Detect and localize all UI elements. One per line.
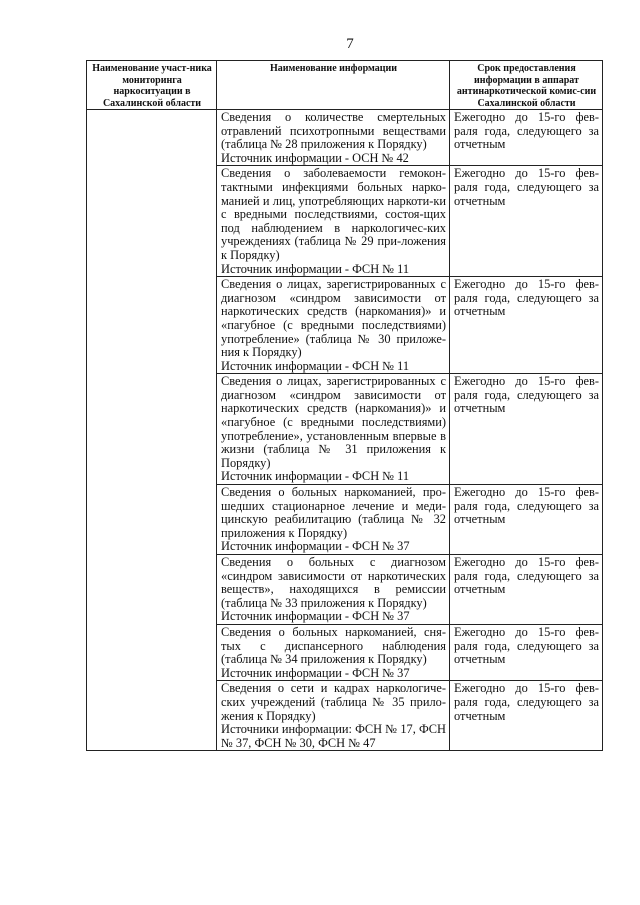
information-cell	[217, 681, 450, 751]
term-cell: Ежегодно до 15-го фев-раля года, следующего за отчетным	[450, 277, 603, 374]
header-information: Наименование информации	[217, 61, 450, 110]
information-cell	[217, 485, 450, 555]
info-source: Источник информации - ФСН № 11	[221, 261, 410, 276]
information-cell	[217, 110, 450, 166]
info-description: Сведения о больных наркоманией, сня-тых с диспансерного наблюдения (таблица № 34 приложения к Порядку)	[221, 624, 446, 667]
monitoring-table	[86, 60, 603, 751]
info-description: Сведения о сети и кадрах наркологиче-ских учреждений (таблица № 35 прило-жения к Порядку)	[221, 681, 446, 723]
information-cell	[217, 555, 450, 625]
info-description: Сведения о заболеваемости гемокон-тактными инфекциями больных нарко-манией и лиц, употребляющих наркоти-ки с вредными последствиями, состоя-щих под наблюдением в наркологичес-ких учреждениях (таблица № 29 при-ложения к Порядку)	[221, 166, 446, 262]
page-number: 7	[346, 36, 354, 52]
info-source: Источник информации - ФСН № 11	[221, 358, 410, 373]
header-term: Срок предоставления информации в аппарат антинаркотической комис-сии Сахалинской области	[450, 61, 603, 110]
term-cell: Ежегодно до 15-го фев-раля года, следующего за отчетным	[450, 624, 603, 680]
info-source: Источники информации: ФСН № 17, ФСН № 37, ФСН № 30, ФСН № 47	[221, 722, 446, 750]
info-source: Источник информации - ФСН № 11	[221, 469, 410, 484]
information-cell	[217, 277, 450, 374]
participant-cell	[87, 110, 217, 751]
info-description: Сведения о больных с диагнозом «синдром зависимости от наркотических веществ», находящихся в ремиссии (таблица № 33 приложения к Порядку)	[221, 555, 446, 610]
information-cell	[217, 624, 450, 680]
term-cell: Ежегодно до 15-го фев-раля года, следующего за отчетным	[450, 555, 603, 625]
info-source: Источник информации - ФСН № 37	[221, 539, 410, 554]
information-cell	[217, 374, 450, 485]
information-cell	[217, 166, 450, 277]
term-cell: Ежегодно до 15-го фев-раля года, следующего за отчетным	[450, 374, 603, 485]
info-source: Источник информации - ФСН № 37	[221, 609, 410, 624]
header-participant: Наименование участ-ника мониторинга наркоситуации в Сахалинской области	[87, 61, 217, 110]
info-description: Сведения о количестве смертельных отравлений психотропными веществами (таблица № 28 приложения к Порядку)	[221, 110, 446, 152]
info-description: Сведения о лицах, зарегистрированных с диагнозом «синдром зависимости от наркотических средств (наркомания)» и «пагубное (с вредными последствиями) употребление», установленным впервые в жизни (таблица № 31 приложения к Порядку)	[221, 374, 446, 470]
term-cell: Ежегодно до 15-го фев-раля года, следующего за отчетным	[450, 166, 603, 277]
term-cell: Ежегодно до 15-го фев-раля года, следующего за отчетным	[450, 485, 603, 555]
table-header-row	[87, 61, 603, 110]
term-cell: Ежегодно до 15-го фев-раля года, следующего за отчетным	[450, 110, 603, 166]
info-source: Источник информации - ФСН № 37	[221, 665, 410, 680]
info-source: Источник информации - ОСН № 42	[221, 150, 409, 165]
table-row	[87, 110, 603, 166]
info-description: Сведения о больных наркоманией, про-шедших стационарное лечение и меди-цинскую реабилитацию (таблица № 32 приложения к Порядку)	[221, 485, 446, 540]
info-description: Сведения о лицах, зарегистрированных с диагнозом «синдром зависимости от наркотических средств (наркомания)» и «пагубное (с вредными последствиями) употребление» (таблица № 30 приложе-ния к Порядку)	[221, 277, 446, 360]
term-cell: Ежегодно до 15-го фев-раля года, следующего за отчетным	[450, 681, 603, 751]
